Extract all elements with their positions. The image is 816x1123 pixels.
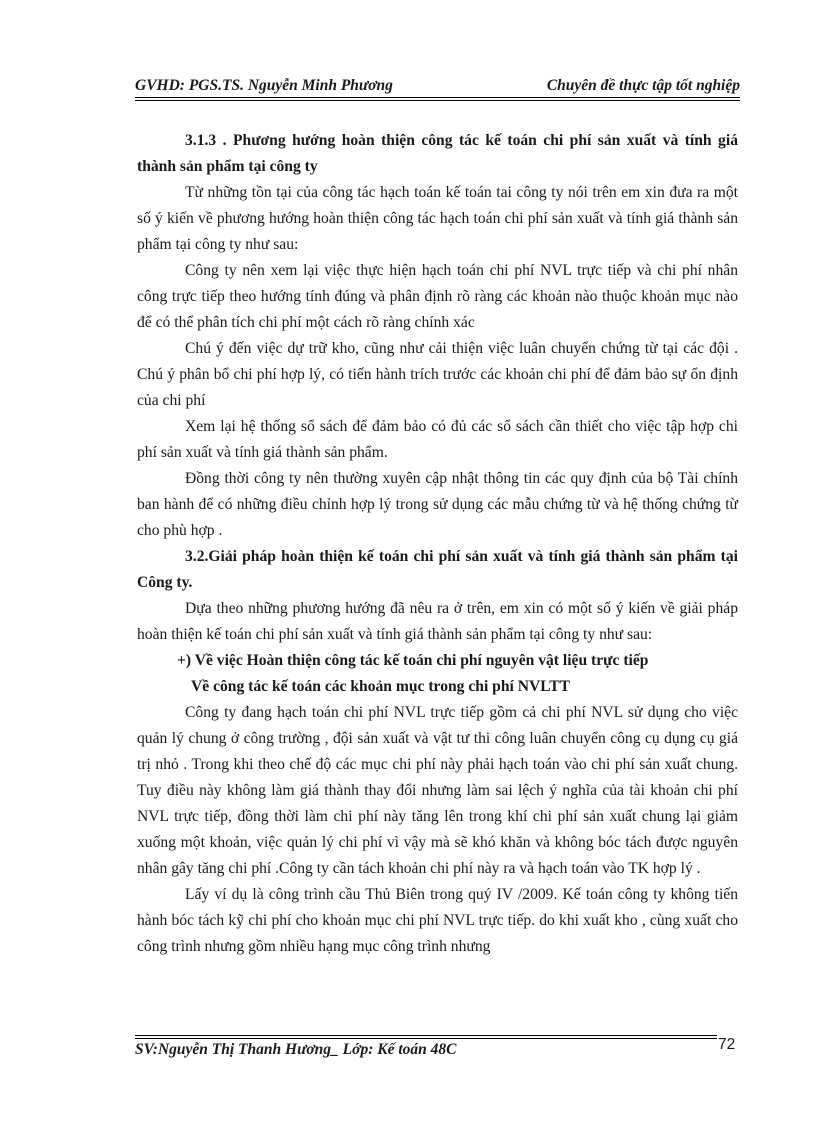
header-report-title: Chuyên đề thực tập tốt nghiệp	[546, 77, 740, 94]
paragraph: Công ty nên xem lại việc thực hiện hạch toán chi phí NVL trực tiếp và chi phí nhân công trực tiếp theo hướng tính đúng và phân định rõ ràng các khoản nào thuộc khoản mục nào để có thể phân tích chi phí một cách rõ ràng chính xác	[137, 262, 738, 331]
header-divider	[135, 97, 740, 101]
page-number: 72	[718, 1036, 736, 1053]
header-advisor: GVHD: PGS.TS. Nguyễn Minh Phương	[135, 77, 393, 94]
paragraph: Lấy ví dụ là công trình cầu Thủ Biên trong quý IV /2009. Kế toán công ty không tiến hành bóc tách kỹ chi phí cho khoản mục chi phí NVL trực tiếp. do khi xuất kho , cùng xuất cho công trình nhưng gồm nhiều hạng mục công trình nhưng	[137, 886, 738, 955]
subheading-materials: +) Về việc Hoàn thiện công tác kế toán chi phí nguyên vật liệu trực tiếp	[177, 652, 649, 669]
footer-student: SV:Nguyễn Thị Thanh Hương_ Lớp: Kế toán 48C	[135, 1041, 457, 1058]
paragraph: Đồng thời công ty nên thường xuyên cập nhật thông tin các quy định của bộ Tài chính ban hành để có những điều chỉnh hợp lý trong sử dụng các mẫu chứng từ và hệ thống chứng từ cho phù hợp .	[137, 470, 738, 539]
paragraph: Từ những tồn tại của công tác hạch toán kế toán tai công ty nói trên em xin đưa ra một số ý kiến về phương hướng hoàn thiện công tác hạch toán chi phí sản xuất và tính giá thành sản phẩm tại công ty như sau:	[137, 184, 738, 253]
footer-divider	[135, 1035, 717, 1039]
paragraph: Chú ý đến việc dự trữ kho, cũng như cải thiện việc luân chuyển chứng từ tại các đội . Chú ý phân bổ chi phí hợp lý, có tiến hành trích trước các khoản chi phí để đảm bảo sự ổn định của chi phí	[137, 340, 738, 409]
section-heading-3-1-3: 3.1.3 . Phương hướng hoàn thiện công tác kế toán chi phí sản xuất và tính giá thành sản phẩm tại công ty	[137, 132, 738, 175]
section-heading-3-2: 3.2.Giải pháp hoàn thiện kế toán chi phí sản xuất và tính giá thành sản phẩm tại Công ty.	[137, 548, 738, 591]
paragraph: Xem lại hệ thống sổ sách để đảm bảo có đủ các sổ sách cần thiết cho việc tập hợp chi phí sản xuất và tính giá thành sản phẩm.	[137, 418, 738, 461]
paragraph: Dựa theo những phương hướng đã nêu ra ở trên, em xin có một số ý kiến về giải pháp hoàn thiện kế toán chi phí sản xuất và tính giá thành sản phẩm tại công ty như sau:	[137, 600, 738, 643]
subheading-nvltt: Về công tác kế toán các khoản mục trong chi phí NVLTT	[191, 678, 571, 695]
page-header	[135, 77, 740, 97]
page-body	[137, 128, 738, 960]
paragraph: Công ty đang hạch toán chi phí NVL trực tiếp gồm cả chi phí NVL sử dụng cho việc quản lý chung ở công trường , đội sản xuất và vật tư thi công luân chuyển công cụ dụng cụ giá trị nhỏ . Trong khi theo chế độ các mục chi phí này phải hạch toán vào chi phí sản xuất chung. Tuy điều này không làm giá thành thay đổi nhưng làm sai lệch ý nghĩa của tài khoản chi phí NVL trực tiếp, đồng thời làm chi phí này tăng lên trong khí chi phí sản xuất chung lại giảm xuống một khoản, việc quản lý chi phí vì vậy mà sẽ khó khăn và không bóc tách được nguyên nhân gây tăng chi phí .Công ty cần tách khoản chi phí này ra và hạch toán vào TK hợp lý .	[137, 704, 738, 877]
